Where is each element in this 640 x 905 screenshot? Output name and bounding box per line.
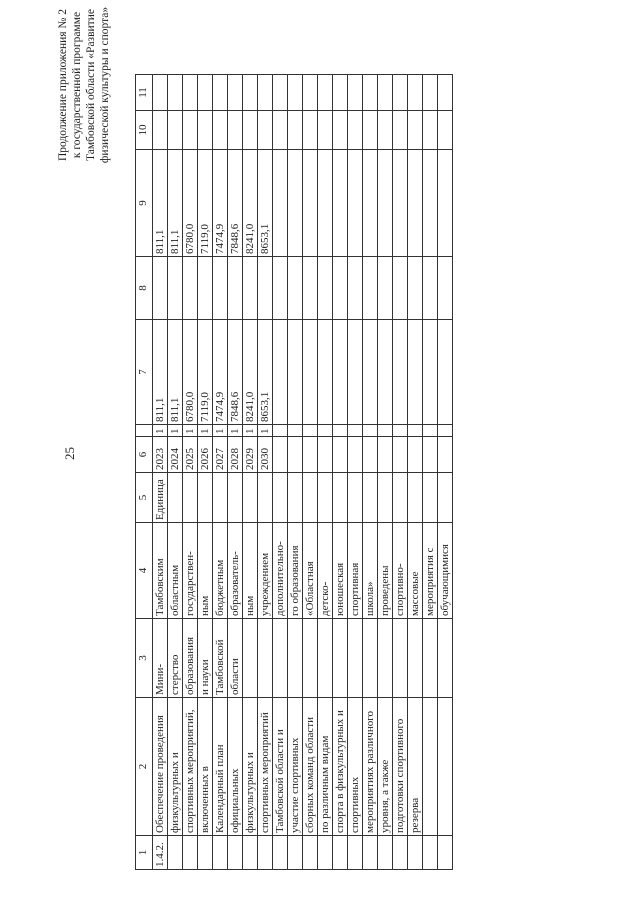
table-row xyxy=(318,75,333,870)
amount-col7-cell: 7474,9 xyxy=(213,320,228,425)
column-number: 8 xyxy=(136,257,153,320)
amount-col7-cell xyxy=(438,320,453,425)
row-number xyxy=(213,836,228,870)
row-number xyxy=(393,836,408,870)
amount-col11-cell xyxy=(258,75,273,111)
amount-col9-cell: 7474,9 xyxy=(213,150,228,257)
event-text-line: физкультурных и xyxy=(243,698,258,836)
count-cell: 1 xyxy=(228,425,243,437)
count-cell xyxy=(333,425,348,437)
amount-col9-cell: 811,1 xyxy=(168,150,183,257)
table-row xyxy=(183,75,198,870)
amount-col11-cell xyxy=(378,75,393,111)
amount-col11-cell xyxy=(348,75,363,111)
year-cell: 2023 xyxy=(153,437,168,473)
table-row xyxy=(408,75,423,870)
table-row xyxy=(393,75,408,870)
column-number: 5 xyxy=(136,473,153,523)
unit-cell: Единица xyxy=(153,473,168,523)
row-number xyxy=(408,836,423,870)
amount-col8-cell xyxy=(228,257,243,320)
amount-col7-cell: 8241,0 xyxy=(243,320,258,425)
amount-col11-cell xyxy=(168,75,183,111)
amount-col9-cell xyxy=(378,150,393,257)
amount-col7-cell xyxy=(348,320,363,425)
unit-cell xyxy=(348,473,363,523)
column-number xyxy=(136,425,153,437)
table-row xyxy=(153,75,168,870)
amount-col9-cell: 8241,0 xyxy=(243,150,258,257)
executor-text-line xyxy=(303,619,318,698)
participant-text-line: мероприятия с xyxy=(423,523,438,619)
year-cell xyxy=(363,437,378,473)
event-text-line: включенных в xyxy=(198,698,213,836)
amount-col8-cell xyxy=(393,257,408,320)
amount-col11-cell xyxy=(393,75,408,111)
appendix-header-note xyxy=(56,0,112,185)
amount-col10-cell xyxy=(408,111,423,150)
event-text-line: участие спортивных xyxy=(288,698,303,836)
row-number xyxy=(243,836,258,870)
table-row xyxy=(363,75,378,870)
amount-col7-cell xyxy=(288,320,303,425)
year-cell xyxy=(303,437,318,473)
participant-text-line: школа» xyxy=(363,523,378,619)
amount-col9-cell: 8653,1 xyxy=(258,150,273,257)
column-number-row xyxy=(136,75,153,870)
year-cell: 2028 xyxy=(228,437,243,473)
unit-cell xyxy=(303,473,318,523)
amount-col8-cell xyxy=(378,257,393,320)
amount-col7-cell: 811,1 xyxy=(153,320,168,425)
count-cell: 1 xyxy=(258,425,273,437)
amount-col9-cell xyxy=(333,150,348,257)
amount-col8-cell xyxy=(318,257,333,320)
row-number xyxy=(168,836,183,870)
header-note-line: к государственной программе xyxy=(71,11,83,159)
amount-col7-cell: 7119,0 xyxy=(198,320,213,425)
count-cell xyxy=(423,425,438,437)
unit-cell xyxy=(168,473,183,523)
row-number xyxy=(303,836,318,870)
year-cell xyxy=(408,437,423,473)
amount-col8-cell xyxy=(183,257,198,320)
table-row xyxy=(288,75,303,870)
executor-text-line xyxy=(408,619,423,698)
unit-cell xyxy=(258,473,273,523)
amount-col10-cell xyxy=(303,111,318,150)
unit-cell xyxy=(213,473,228,523)
amount-col10-cell xyxy=(243,111,258,150)
amount-col9-cell: 6780,0 xyxy=(183,150,198,257)
year-cell: 2027 xyxy=(213,437,228,473)
amount-col8-cell xyxy=(408,257,423,320)
count-cell xyxy=(378,425,393,437)
row-number xyxy=(333,836,348,870)
count-cell xyxy=(273,425,288,437)
amount-col9-cell xyxy=(363,150,378,257)
row-number xyxy=(348,836,363,870)
table-row xyxy=(423,75,438,870)
executor-text-line xyxy=(348,619,363,698)
row-number xyxy=(318,836,333,870)
amount-col8-cell xyxy=(363,257,378,320)
amount-col7-cell: 6780,0 xyxy=(183,320,198,425)
amount-col9-cell xyxy=(303,150,318,257)
year-cell xyxy=(273,437,288,473)
amount-col7-cell xyxy=(408,320,423,425)
participant-text-line: образователь- xyxy=(228,523,243,619)
amount-col10-cell xyxy=(288,111,303,150)
column-number: 10 xyxy=(136,111,153,150)
participant-text-line: обучающимися xyxy=(438,523,453,619)
event-text-line: Обеспечение проведения xyxy=(153,698,168,836)
event-text-line: официальных xyxy=(228,698,243,836)
table-row xyxy=(198,75,213,870)
amount-col7-cell xyxy=(318,320,333,425)
count-cell xyxy=(438,425,453,437)
column-number: 6 xyxy=(136,437,153,473)
participant-text-line: Тамбовским xyxy=(153,523,168,619)
executor-text-line: Тамбовской xyxy=(213,619,228,698)
amount-col7-cell xyxy=(273,320,288,425)
participant-text-line: массовые xyxy=(408,523,423,619)
executor-text-line xyxy=(288,619,303,698)
year-cell xyxy=(378,437,393,473)
count-cell xyxy=(318,425,333,437)
amount-col10-cell xyxy=(183,111,198,150)
amount-col11-cell xyxy=(153,75,168,111)
amount-col11-cell xyxy=(438,75,453,111)
count-cell xyxy=(348,425,363,437)
event-text-line: сборных команд области xyxy=(303,698,318,836)
count-cell: 1 xyxy=(243,425,258,437)
column-number: 7 xyxy=(136,320,153,425)
event-text-line: уровня, а также xyxy=(378,698,393,836)
column-number: 1 xyxy=(136,836,153,870)
count-cell xyxy=(393,425,408,437)
executor-text-line xyxy=(393,619,408,698)
executor-text-line: области xyxy=(228,619,243,698)
amount-col10-cell xyxy=(273,111,288,150)
amount-col10-cell xyxy=(378,111,393,150)
event-text-line: подготовки спортивного xyxy=(393,698,408,836)
table-row xyxy=(168,75,183,870)
count-cell xyxy=(303,425,318,437)
year-cell xyxy=(333,437,348,473)
amount-col8-cell xyxy=(288,257,303,320)
table-row xyxy=(378,75,393,870)
event-text-line: спортивных xyxy=(348,698,363,836)
unit-cell xyxy=(228,473,243,523)
year-cell xyxy=(438,437,453,473)
participant-text-line: го образования xyxy=(288,523,303,619)
participant-text-line: «Областная xyxy=(303,523,318,619)
amount-col11-cell xyxy=(423,75,438,111)
executor-text-line xyxy=(363,619,378,698)
amount-col7-cell: 8653,1 xyxy=(258,320,273,425)
column-number: 2 xyxy=(136,698,153,836)
unit-cell xyxy=(333,473,348,523)
amount-col11-cell xyxy=(363,75,378,111)
row-number xyxy=(258,836,273,870)
participant-text-line: бюджетным xyxy=(213,523,228,619)
amount-col11-cell xyxy=(318,75,333,111)
amount-col10-cell xyxy=(213,111,228,150)
amount-col8-cell xyxy=(258,257,273,320)
participant-text-line: дополнительно- xyxy=(273,523,288,619)
year-cell: 2026 xyxy=(198,437,213,473)
unit-cell xyxy=(408,473,423,523)
count-cell xyxy=(408,425,423,437)
unit-cell xyxy=(438,473,453,523)
row-number xyxy=(288,836,303,870)
event-text-line: физкультурных и xyxy=(168,698,183,836)
year-cell xyxy=(348,437,363,473)
table-row xyxy=(243,75,258,870)
column-number: 9 xyxy=(136,150,153,257)
table-row xyxy=(273,75,288,870)
event-text-line: резерва xyxy=(408,698,423,836)
event-text-line: мероприятиях различного xyxy=(363,698,378,836)
year-cell: 2024 xyxy=(168,437,183,473)
participant-text-line: проведены xyxy=(378,523,393,619)
amount-col8-cell xyxy=(303,257,318,320)
row-number xyxy=(228,836,243,870)
event-text-line: спортивных мероприятий, xyxy=(183,698,198,836)
amount-col8-cell xyxy=(333,257,348,320)
unit-cell xyxy=(198,473,213,523)
amount-col7-cell xyxy=(303,320,318,425)
amount-col7-cell xyxy=(423,320,438,425)
amount-col8-cell xyxy=(198,257,213,320)
amount-col11-cell xyxy=(333,75,348,111)
unit-cell xyxy=(423,473,438,523)
event-text-line: Тамбовской области и xyxy=(273,698,288,836)
amount-col10-cell xyxy=(348,111,363,150)
program-table xyxy=(135,74,453,870)
event-text-line xyxy=(423,698,438,836)
row-number xyxy=(273,836,288,870)
amount-col8-cell xyxy=(168,257,183,320)
table-row xyxy=(213,75,228,870)
participant-text-line: спортивная xyxy=(348,523,363,619)
executor-text-line xyxy=(378,619,393,698)
unit-cell xyxy=(393,473,408,523)
executor-text-line xyxy=(243,619,258,698)
count-cell: 1 xyxy=(198,425,213,437)
count-cell xyxy=(363,425,378,437)
unit-cell xyxy=(288,473,303,523)
row-number xyxy=(198,836,213,870)
amount-col11-cell xyxy=(213,75,228,111)
header-note-line: Тамбовской области «Развитие xyxy=(85,9,97,161)
executor-text-line: стерство xyxy=(168,619,183,698)
amount-col10-cell xyxy=(423,111,438,150)
amount-col8-cell xyxy=(348,257,363,320)
amount-col7-cell xyxy=(393,320,408,425)
count-cell: 1 xyxy=(183,425,198,437)
unit-cell xyxy=(378,473,393,523)
executor-text-line: и науки xyxy=(198,619,213,698)
count-cell: 1 xyxy=(153,425,168,437)
amount-col9-cell: 811,1 xyxy=(153,150,168,257)
event-text-line: Календарный план xyxy=(213,698,228,836)
participant-text-line: областным xyxy=(168,523,183,619)
amount-col8-cell xyxy=(273,257,288,320)
unit-cell xyxy=(273,473,288,523)
amount-col8-cell xyxy=(243,257,258,320)
participant-text-line: юношеская xyxy=(333,523,348,619)
amount-col11-cell xyxy=(303,75,318,111)
amount-col11-cell xyxy=(228,75,243,111)
amount-col11-cell xyxy=(183,75,198,111)
participant-text-line: спортивно- xyxy=(393,523,408,619)
table-row xyxy=(348,75,363,870)
count-cell: 1 xyxy=(168,425,183,437)
year-cell xyxy=(423,437,438,473)
executor-text-line xyxy=(273,619,288,698)
unit-cell xyxy=(183,473,198,523)
participant-text-line: учреждением xyxy=(258,523,273,619)
event-text-line: спорта в физкультурных и xyxy=(333,698,348,836)
amount-col11-cell xyxy=(288,75,303,111)
amount-col8-cell xyxy=(423,257,438,320)
row-number xyxy=(438,836,453,870)
amount-col9-cell xyxy=(348,150,363,257)
amount-col9-cell xyxy=(393,150,408,257)
amount-col8-cell xyxy=(438,257,453,320)
amount-col10-cell xyxy=(228,111,243,150)
amount-col10-cell xyxy=(198,111,213,150)
participant-text-line: ным xyxy=(243,523,258,619)
count-cell xyxy=(288,425,303,437)
amount-col9-cell: 7119,0 xyxy=(198,150,213,257)
row-number xyxy=(378,836,393,870)
table-row xyxy=(333,75,348,870)
unit-cell xyxy=(318,473,333,523)
table-row xyxy=(303,75,318,870)
row-number xyxy=(363,836,378,870)
amount-col8-cell xyxy=(153,257,168,320)
amount-col9-cell: 7848,6 xyxy=(228,150,243,257)
amount-col9-cell xyxy=(438,150,453,257)
count-cell: 1 xyxy=(213,425,228,437)
table-row xyxy=(228,75,243,870)
event-text-line: спортивных мероприятий xyxy=(258,698,273,836)
executor-text-line xyxy=(258,619,273,698)
year-cell: 2029 xyxy=(243,437,258,473)
column-number: 11 xyxy=(136,75,153,111)
amount-col11-cell xyxy=(243,75,258,111)
amount-col10-cell xyxy=(318,111,333,150)
amount-col10-cell xyxy=(258,111,273,150)
year-cell: 2025 xyxy=(183,437,198,473)
executor-text-line: образования xyxy=(183,619,198,698)
unit-cell xyxy=(363,473,378,523)
row-number xyxy=(423,836,438,870)
header-note-line: физической культуры и спорта» xyxy=(99,6,111,164)
amount-col7-cell xyxy=(333,320,348,425)
amount-col9-cell xyxy=(273,150,288,257)
row-number xyxy=(183,836,198,870)
executor-text-line xyxy=(318,619,333,698)
amount-col11-cell xyxy=(198,75,213,111)
participant-text-line: ным xyxy=(198,523,213,619)
year-cell: 2030 xyxy=(258,437,273,473)
amount-col9-cell xyxy=(408,150,423,257)
amount-col10-cell xyxy=(393,111,408,150)
amount-col11-cell xyxy=(408,75,423,111)
amount-col7-cell: 811,1 xyxy=(168,320,183,425)
amount-col7-cell xyxy=(378,320,393,425)
table-row xyxy=(438,75,453,870)
participant-text-line: государствен- xyxy=(183,523,198,619)
amount-col8-cell xyxy=(213,257,228,320)
header-note-line: Продолжение приложения № 2 xyxy=(57,8,69,162)
amount-col7-cell xyxy=(363,320,378,425)
amount-col10-cell xyxy=(438,111,453,150)
page-number: 25 xyxy=(62,447,77,460)
amount-col11-cell xyxy=(273,75,288,111)
amount-col9-cell xyxy=(288,150,303,257)
executor-text-line xyxy=(333,619,348,698)
row-number: 1.4.2. xyxy=(153,836,168,870)
year-cell xyxy=(318,437,333,473)
event-text-line xyxy=(438,698,453,836)
table-body xyxy=(153,75,453,870)
participant-text-line: детско- xyxy=(318,523,333,619)
amount-col9-cell xyxy=(318,150,333,257)
year-cell xyxy=(288,437,303,473)
executor-text-line xyxy=(423,619,438,698)
amount-col10-cell xyxy=(153,111,168,150)
amount-col10-cell xyxy=(333,111,348,150)
executor-text-line: Мини- xyxy=(153,619,168,698)
year-cell xyxy=(393,437,408,473)
unit-cell xyxy=(243,473,258,523)
column-number: 4 xyxy=(136,523,153,619)
event-text-line: по различным видам xyxy=(318,698,333,836)
amount-col10-cell xyxy=(168,111,183,150)
amount-col7-cell: 7848,6 xyxy=(228,320,243,425)
amount-col10-cell xyxy=(363,111,378,150)
table-row xyxy=(258,75,273,870)
amount-col9-cell xyxy=(423,150,438,257)
column-number: 3 xyxy=(136,619,153,698)
executor-text-line xyxy=(438,619,453,698)
